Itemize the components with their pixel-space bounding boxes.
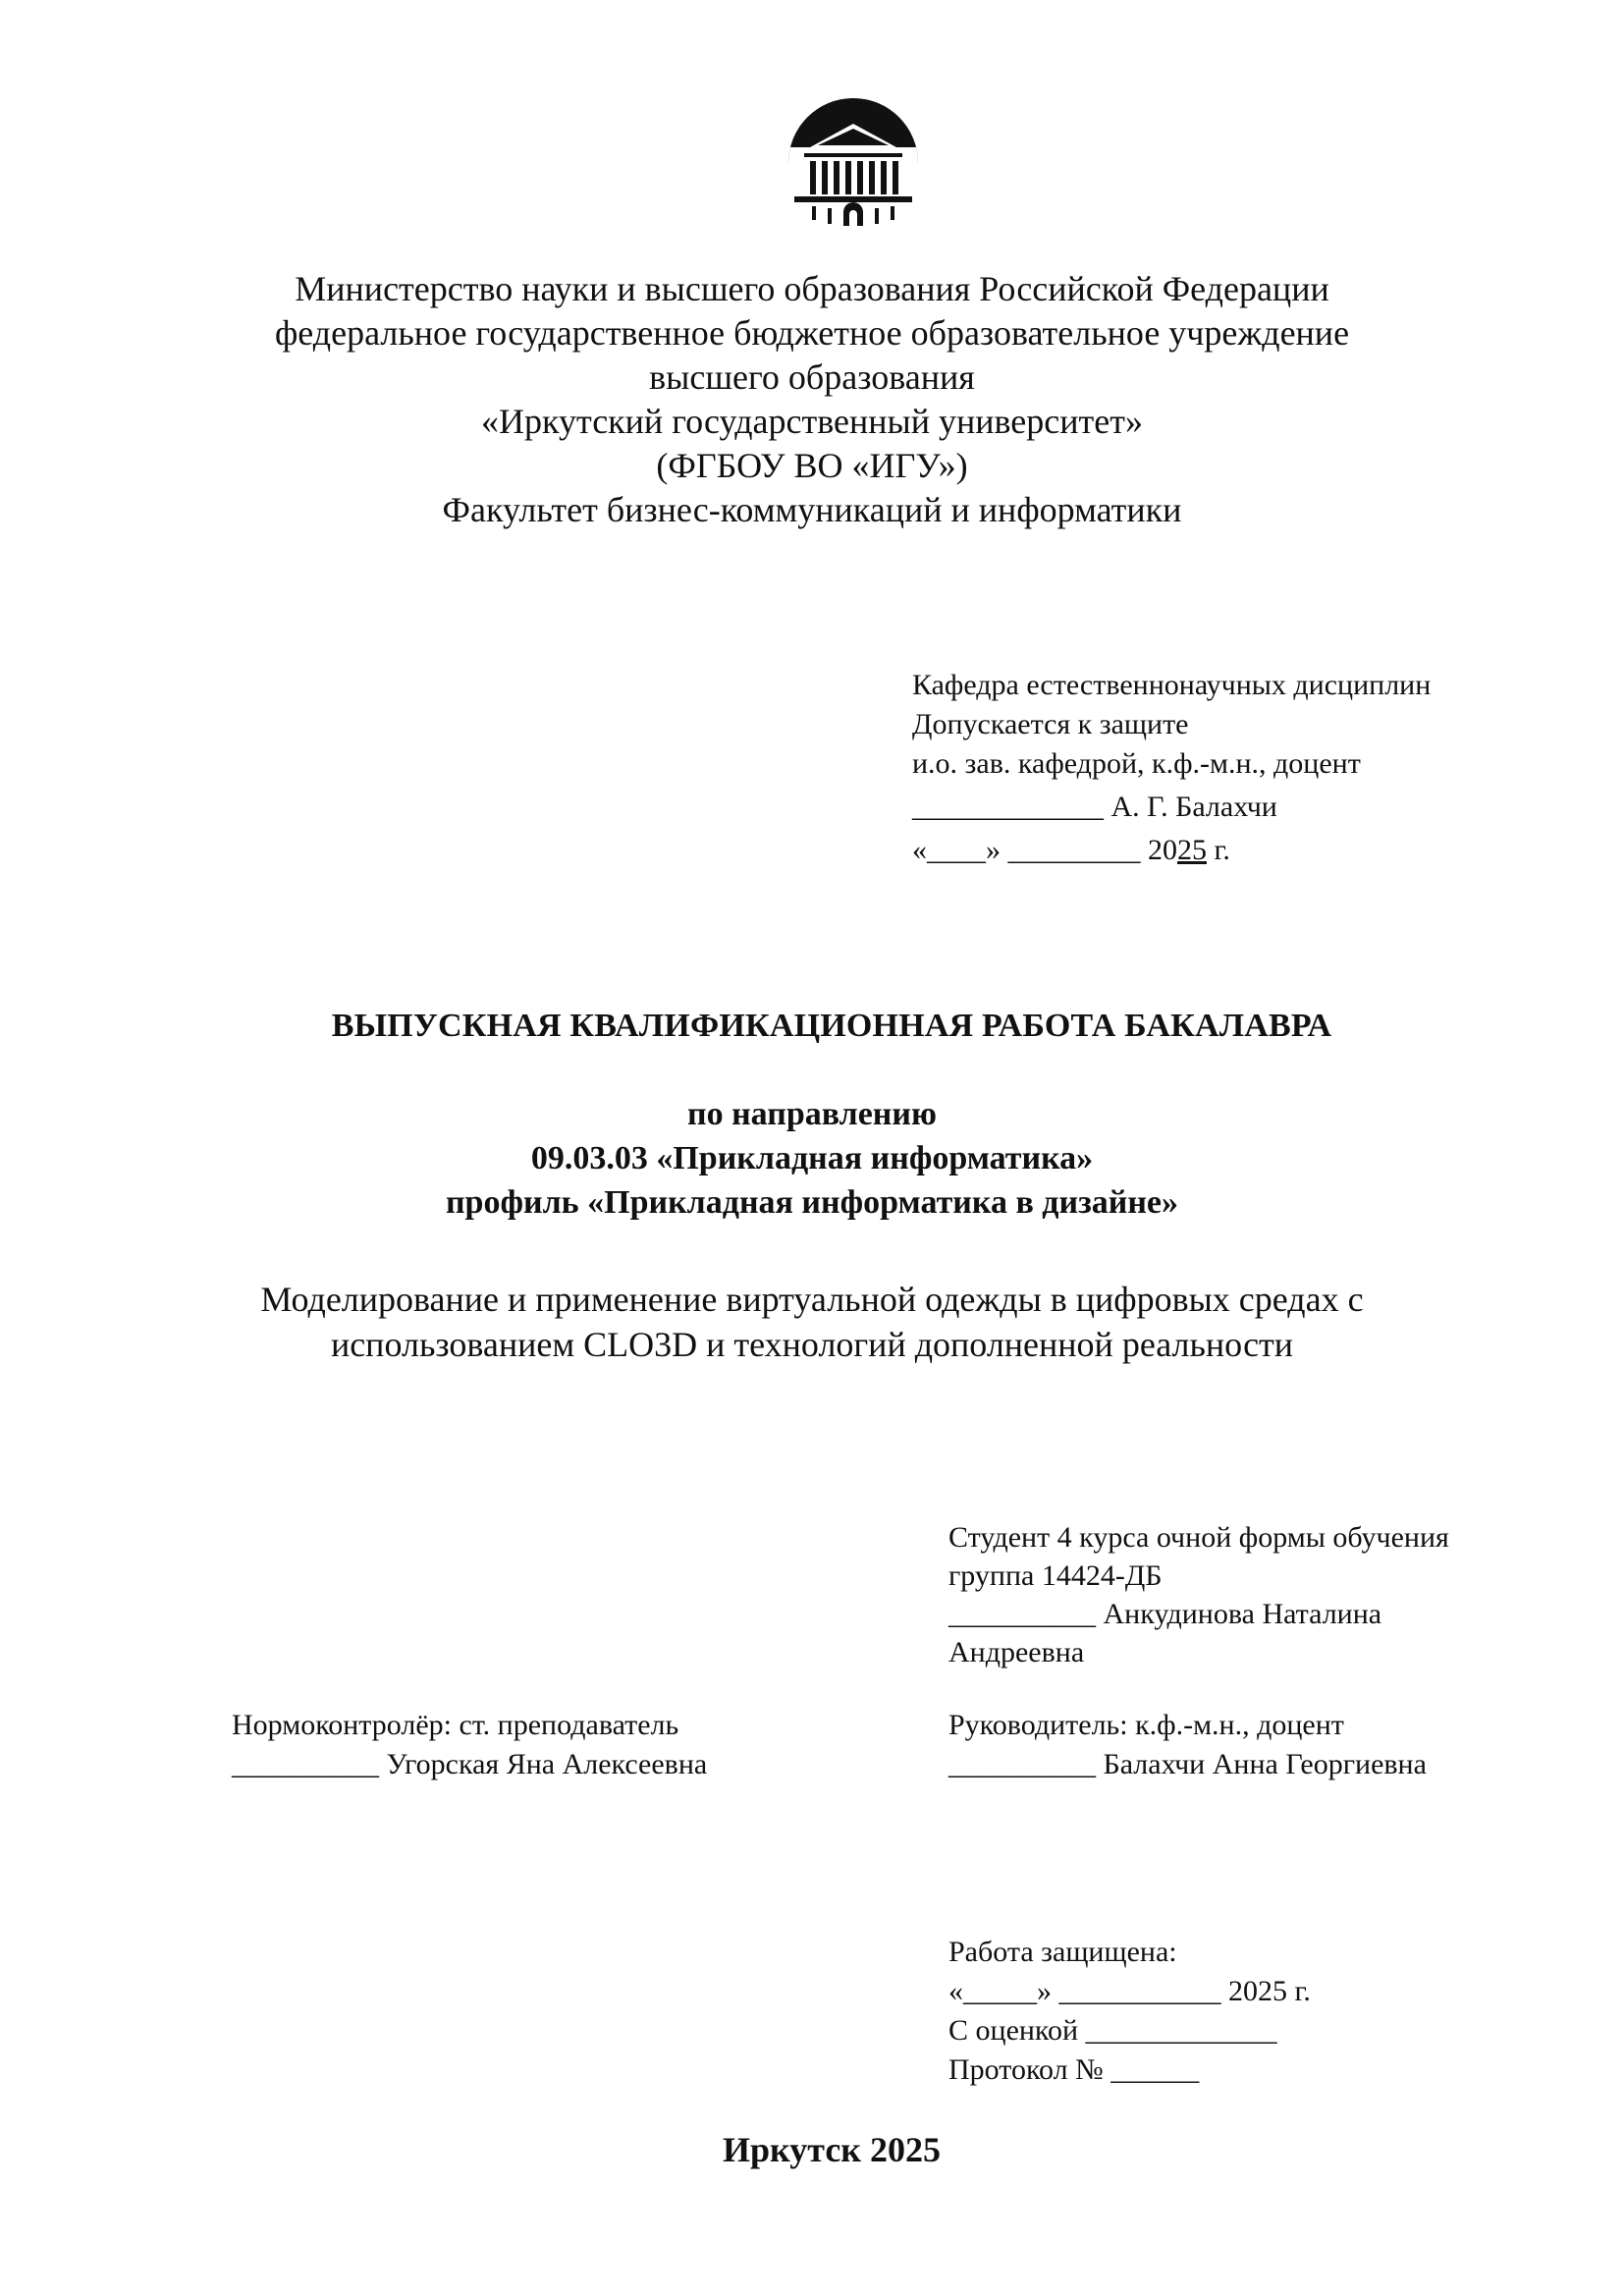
approval-date-prefix: «____» _________ 20: [912, 834, 1177, 866]
normcontrol-signature-line: __________ Угорская Яна Алексеевна: [232, 1748, 708, 1780]
supervisor-position: Руководитель: к.ф.-м.н., доцент: [948, 1709, 1344, 1741]
study-direction-block: [196, 1092, 1428, 1225]
faculty-line: Факультет бизнес-коммуникаций и информатики: [442, 490, 1182, 529]
student-patronymic: Андреевна: [948, 1636, 1085, 1668]
document-title: ВЫПУСКНАЯ КВАЛИФИКАЦИОННАЯ РАБОТА БАКАЛАВРА: [331, 1008, 1332, 1044]
defense-protocol-line: Протокол № ______: [948, 2053, 1200, 2086]
student-course: Студент 4 курса очной формы обучения: [948, 1521, 1449, 1554]
university-name-line: «Иркутский государственный университет»: [481, 402, 1143, 441]
education-level-line: высшего образования: [649, 357, 975, 397]
direction-profile: профиль «Прикладная информатика в дизайне»: [445, 1184, 1179, 1221]
institution-type-line: федеральное государственное бюджетное образовательное учреждение: [274, 313, 1350, 353]
head-signature-line: _____________ А. Г. Балахчи: [912, 791, 1277, 823]
supervisor-block: [948, 1706, 1557, 1784]
topic-line-1: Моделирование и применение виртуальной одежды в цифровых средах с: [260, 1280, 1364, 1319]
defense-date-line: «_____» ___________ 2025 г.: [948, 1975, 1311, 2007]
normcontrol-block: [232, 1706, 840, 1784]
thesis-topic: [196, 1277, 1428, 1367]
university-abbr-line: (ФГБОУ ВО «ИГУ»): [656, 446, 968, 485]
admission-text: Допускается к защите: [912, 708, 1189, 740]
approval-date-end: г.: [1207, 834, 1230, 866]
ministry-line: Министерство науки и высшего образования Российской Федерации: [295, 269, 1329, 308]
defense-block: [948, 1933, 1557, 2090]
department-name: Кафедра естественнонаучных дисциплин: [912, 669, 1432, 701]
city-year-footer: Иркутск 2025: [722, 2130, 942, 2169]
head-position: и.о. зав. кафедрой, к.ф.-м.н., доцент: [912, 747, 1361, 780]
student-signature-line: __________ Анкудинова Наталина: [948, 1598, 1382, 1630]
department-approval-block: [912, 666, 1541, 870]
normcontrol-position: Нормоконтролёр: ст. преподаватель: [232, 1709, 679, 1741]
topic-line-2: использованием CLO3D и технологий дополненной реальности: [330, 1325, 1294, 1364]
defense-label: Работа защищена:: [948, 1936, 1177, 1968]
direction-code: 09.03.03 «Прикладная информатика»: [530, 1140, 1094, 1176]
university-building-logo-icon: [783, 96, 924, 230]
approval-date-year-suffix: 25: [1177, 834, 1207, 866]
student-block: [948, 1518, 1577, 1671]
approval-date-line: [912, 831, 1541, 870]
direction-label: по направлению: [687, 1096, 937, 1132]
supervisor-signature-line: __________ Балахчи Анна Георгиевна: [948, 1748, 1427, 1780]
institution-header: [196, 267, 1428, 532]
defense-grade-line: С оценкой _____________: [948, 2014, 1277, 2047]
student-group: группа 14424-ДБ: [948, 1559, 1163, 1592]
